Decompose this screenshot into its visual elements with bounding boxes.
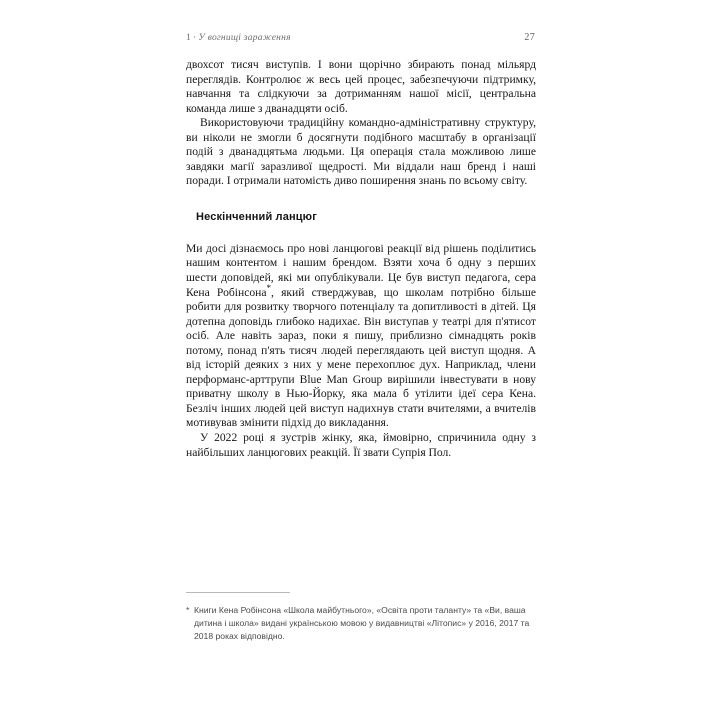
running-head-title (186, 33, 291, 43)
footnote-separator-rule (186, 592, 290, 593)
paragraph-text-before-note: Ми досі дізнаємось про нові ланцюгові реакції від рішень поділитись нашим контентом і нашим брендом. Взяти хоча б одну з перших шести доповідей, які ми опублікували. Це був виступ педагога, сера Кена Робінсона (186, 241, 536, 299)
page-number: 27 (524, 32, 535, 43)
footnote (186, 604, 538, 644)
footnote-reference-marker: * (266, 282, 272, 293)
footnote-marker: * (186, 605, 190, 615)
footnote-area (186, 592, 538, 644)
running-head-separator: · (193, 33, 197, 43)
section-heading: Нескінченний ланцюг (196, 210, 317, 223)
text-block (186, 58, 536, 460)
paragraph: Використовуючи традиційну командно-адміністративну структуру, ви ніколи не змогли б досягнути подібного масштабу в організації подій з дванадцятьма людьми. Ця операція стала можливою лише завдяки магії заразливої щедрості. Ми віддали наш бренд і наші поради. І отримали натомість диво поширення знань по всьому світу. (186, 116, 536, 188)
chapter-number: 1 (186, 33, 191, 43)
spacer (186, 223, 536, 242)
running-head (186, 32, 535, 43)
spacer (186, 189, 536, 211)
paragraph: двохсот тисяч виступів. І вони щорічно збирають понад мільярд переглядів. Контролює ж весь цей процес, забезпечуючи підтримку, навчання та слідкуючи за дотриманням нашої місії, центральна команда лише з дванадцяти осіб. (186, 58, 536, 115)
paragraph-text-after-note: , який стверджував, що школам потрібно більше робити для розвитку творчого потенціалу та допитливості в дітей. Ця дотепна доповідь глибоко надихає. Він виступав у театрі для п'ятисот осіб. Але навіть зараз, поки я пишу, приблизно сімнадцять років потому, понад п'ять тисяч людей переглядають цей виступ щодня. А від історій деяких з них у мене перехоплює дух. Наприклад, члени перформанс-арттрупи Blue Man Group вирішили інвестувати в нову приватну школу в Нью-Йорку, яка мала б утілити ідеї сера Кена. Безліч інших людей цей виступ надихнув стати вчителями, а вчителів мотивував змінити підхід до викладання. (186, 285, 536, 430)
footnote-text: Книги Кена Робінсона «Школа майбутнього», «Освіта проти таланту» та «Ви, ваша дитина і школа» видані українською мовою у видавництві «Літопис» у 2016, 2017 та 2018 роках відповідно. (194, 605, 530, 642)
paragraph: У 2022 році я зустрів жінку, яка, ймовірно, спричинила одну з найбільших ланцюгових реакцій. Її звати Супрія Пол. (186, 431, 536, 459)
chapter-title: У вогнищі зараження (198, 33, 291, 43)
paragraph-with-footnote-ref (186, 242, 536, 431)
